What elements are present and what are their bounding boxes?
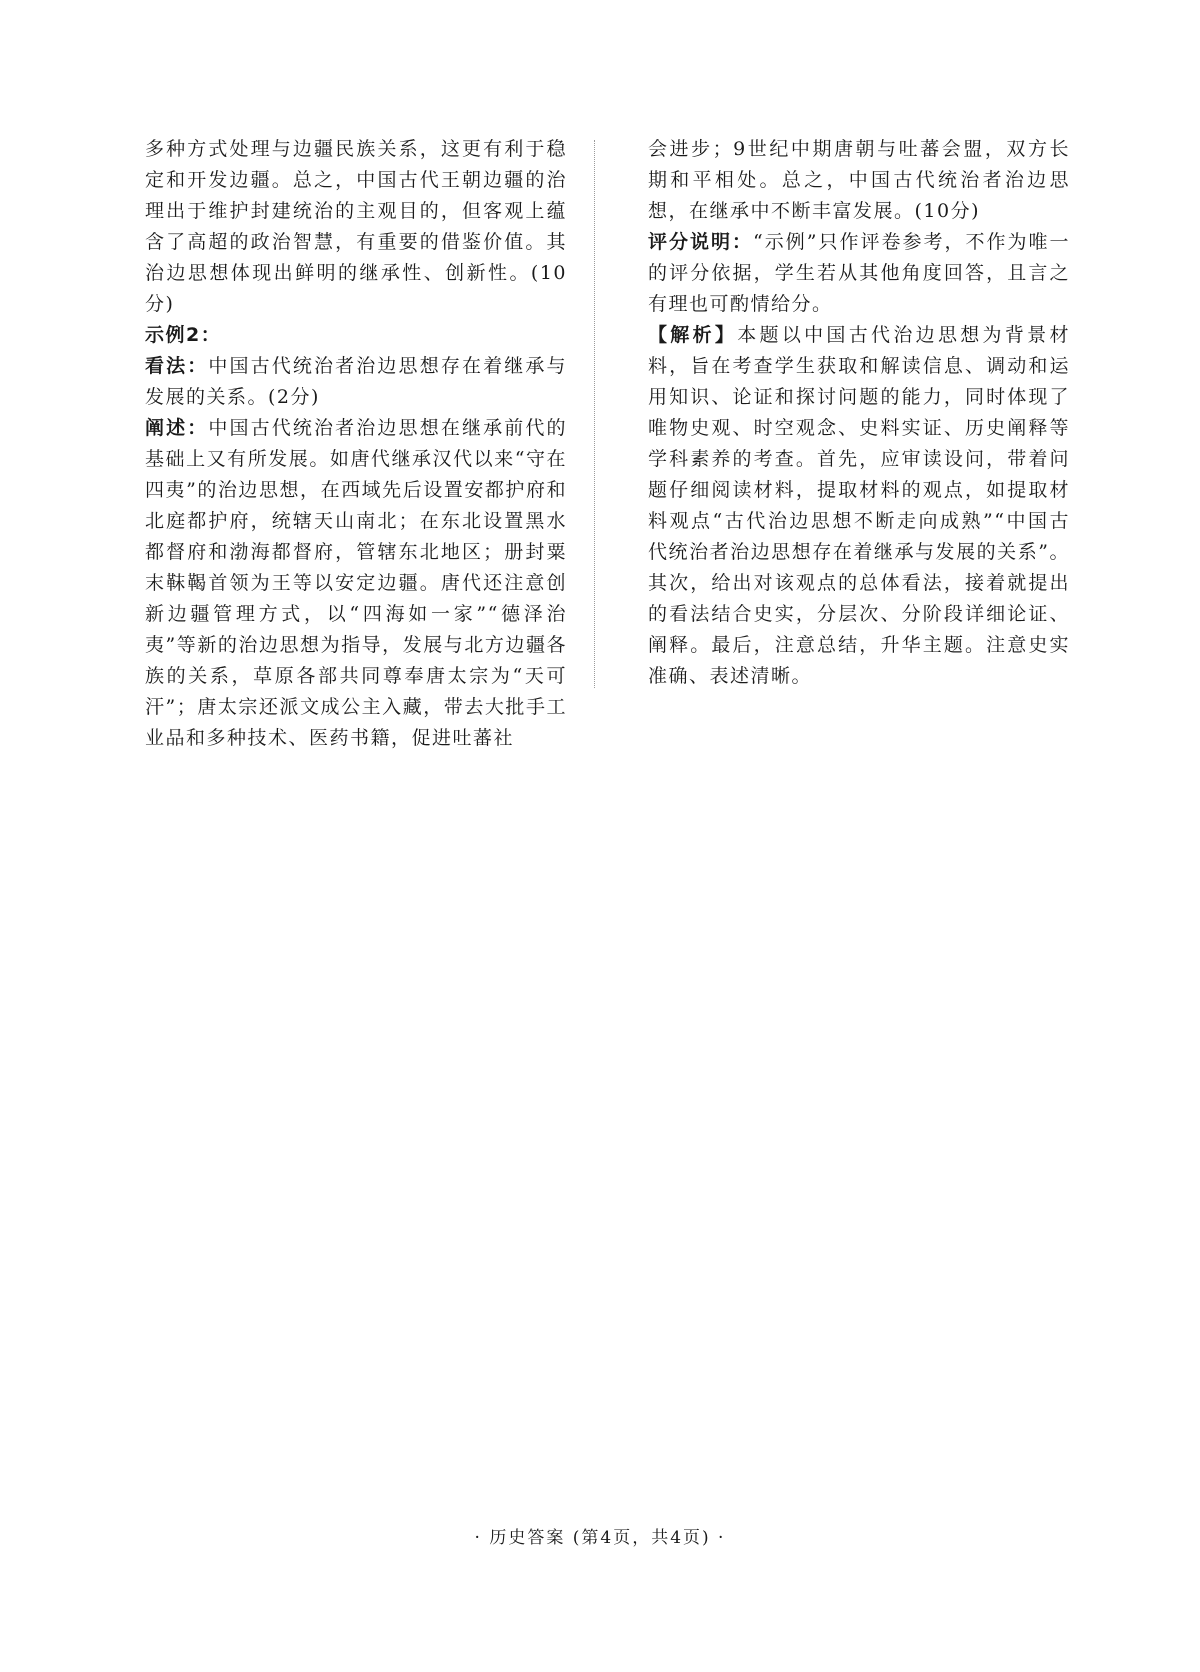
column-divider xyxy=(594,140,595,688)
page-footer: · 历史答案 (第4页，共4页) · xyxy=(474,1528,726,1548)
left-column xyxy=(145,134,567,754)
elaboration-text: 中国古代统治者治边思想在继承前代的基础上又有所发展。如唐代继承汉代以来“守在四夷”的治边思想，在西域先后设置安都护府和北庭都护府，统辖天山南北；在东北设置黑水都督府和渤海都督府，管辖东北地区；册封粟末靺鞨首领为王等以安定边疆。唐代还注意创新边疆管理方式，以“四海如一家”“德泽治夷”等新的治边思想为指导，发展与北方边疆各族的关系，草原各部共同尊奉唐太宗为“天可汗”；唐太宗还派文成公主入藏，带去大批手工业品和多种技术、医药书籍，促进吐蕃社 xyxy=(145,417,567,749)
elaboration-label: 阐述： xyxy=(145,417,209,439)
elaboration-paragraph xyxy=(145,413,567,754)
view-text: 中国古代统治者治边思想存在着继承与发展的关系。(2分) xyxy=(145,355,567,408)
example2-heading: 示例2： xyxy=(145,324,222,346)
analysis-label: 【解析】 xyxy=(648,324,738,346)
analysis-text: 本题以中国古代治边思想为背景材料，旨在考查学生获取和解读信息、调动和运用知识、论证和探讨问题的能力，同时体现了唯物史观、时空观念、史料实证、历史阐释等学科素养的考查。首先，应审读设问，带着问题仔细阅读材料，提取材料的观点，如提取材料观点“古代治边思想不断走向成熟”“中国古代统治者治边思想存在着继承与发展的关系”。其次，给出对该观点的总体看法，接着就提出的看法结合史实，分层次、分阶段详细论证、阐释。最后，注意总结，升华主题。注意史实准确、表述清晰。 xyxy=(648,324,1070,687)
scoring-note-paragraph xyxy=(648,227,1070,320)
paragraph-conclusion: 多种方式处理与边疆民族关系，这更有利于稳定和开发边疆。总之，中国古代王朝边疆的治理出于维护封建统治的主观目的，但客观上蕴含了高超的政治智慧，有重要的借鉴价值。其治边思想体现出鲜明的继承性、创新性。(10分) xyxy=(145,138,567,315)
right-column xyxy=(648,134,1070,692)
scoring-note-label: 评分说明： xyxy=(648,231,754,253)
view-paragraph xyxy=(145,351,567,413)
scoring-note-text: “示例”只作评卷参考，不作为唯一的评分依据，学生若从其他角度回答，且言之有理也可酌情给分。 xyxy=(648,231,1070,315)
analysis-paragraph xyxy=(648,320,1070,692)
view-label: 看法： xyxy=(145,355,209,377)
paragraph-continuation: 会进步；9世纪中期唐朝与吐蕃会盟，双方长期和平相处。总之，中国古代统治者治边思想，在继承中不断丰富发展。(10分) xyxy=(648,138,1070,222)
